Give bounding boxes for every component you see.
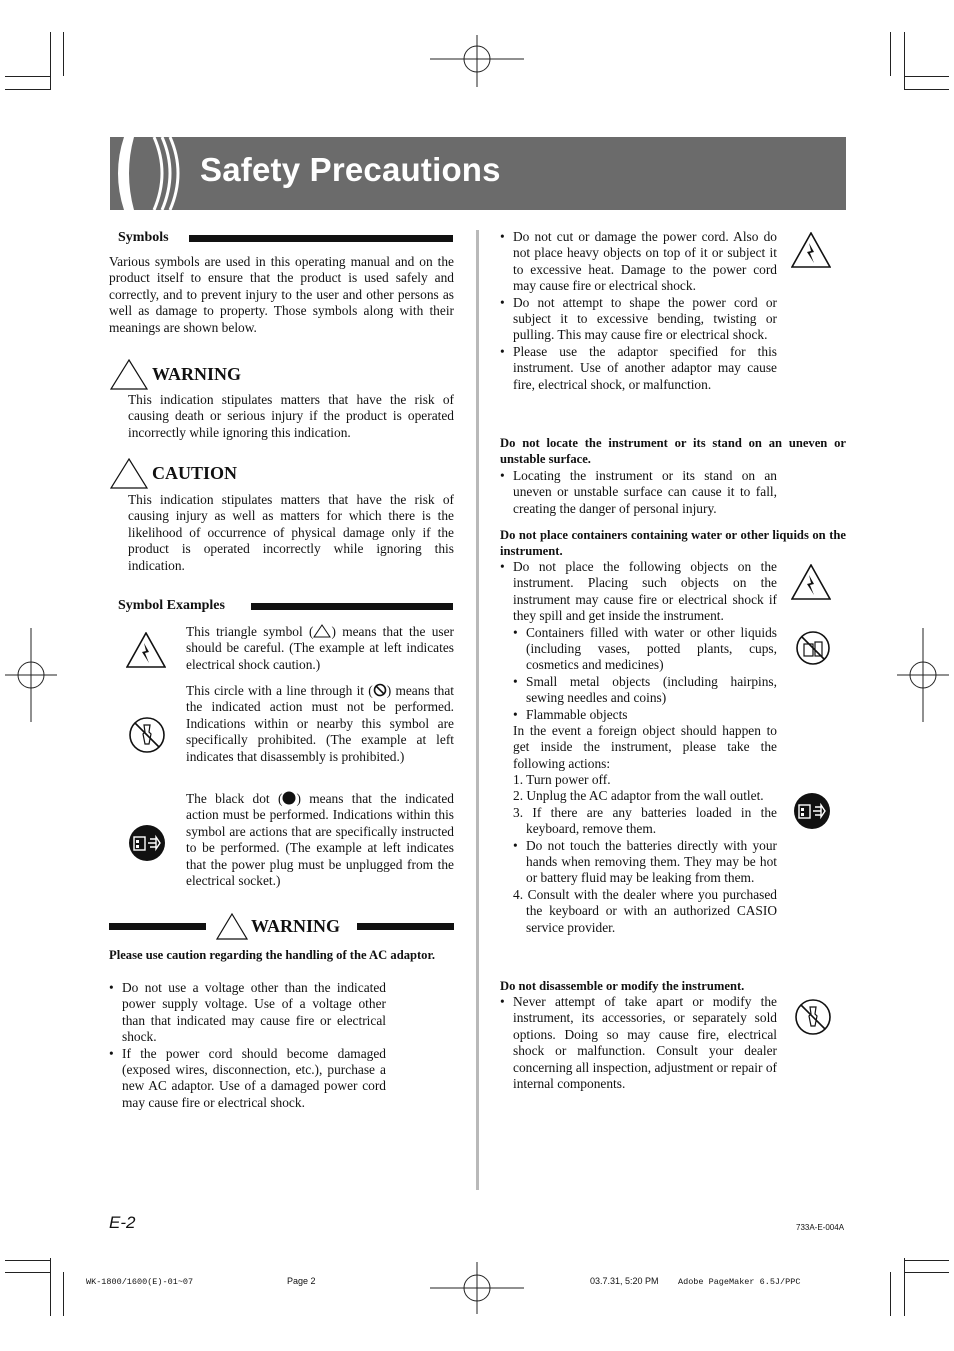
text-fragment: This circle with a line through it ( (186, 683, 373, 698)
title-banner (110, 137, 846, 210)
electric-shock-triangle-icon (791, 232, 831, 268)
symbol-examples-heading: Symbol Examples (118, 598, 225, 613)
caution-triangle-icon (110, 458, 148, 489)
prohibited-disassembly-icon (128, 716, 166, 754)
ac-adaptor-heading: Please use caution regarding the handling of the AC adaptor. (109, 948, 436, 962)
crop-mark (904, 32, 905, 90)
unplug-power-icon (128, 824, 166, 862)
disassemble-heading: Do not disassemble or modify the instrument. (500, 979, 745, 993)
crop-mark (904, 1260, 949, 1261)
action-steps (513, 772, 777, 936)
crop-mark (904, 1272, 949, 1273)
registration-mark-icon (430, 35, 524, 87)
electric-shock-triangle-icon (791, 564, 831, 600)
caution-definition: This indication stipulates matters that have the risk of causing injury as well as matters for which there is the likelihood of occurrence of physical damage only if the product is operated incorrectly while ignoring this indication. (128, 492, 454, 573)
uneven-surface-list (500, 468, 777, 517)
step-3: 3. If there are any batteries loaded in the keyboard, remove them. (513, 804, 777, 837)
warning-heading: WARNING (152, 364, 242, 384)
warning-triangle-icon (216, 913, 248, 940)
containers-heading: Do not place containers containing water or other liquids on the instrument. (500, 528, 846, 559)
crop-mark (63, 32, 64, 76)
electric-shock-triangle-icon (126, 632, 166, 668)
slug-application: Adobe PageMaker 6.5J/PPC (678, 1277, 801, 1287)
crop-mark (904, 89, 949, 90)
crop-mark (63, 1272, 64, 1316)
circle-example-text (186, 683, 454, 765)
crop-mark (50, 32, 51, 90)
crop-mark (5, 1260, 50, 1261)
list-item (500, 559, 777, 723)
document-code: 733A-E-004A (796, 1223, 845, 1232)
prohibited-disassembly-icon (794, 998, 832, 1036)
step-3-sublist (513, 838, 777, 887)
step-2: 2. Unplug the AC adaptor from the wall outlet. (513, 788, 764, 804)
symbols-text: Various symbols are used in this operating manual and on the product itself to ensure that the product is used safely and correctly, and to prevent injury to the user and other persons as well as damage to property. Those symbols along with their meanings are shown below. (109, 254, 454, 335)
containers-sublist (513, 625, 777, 723)
list-item: • Never attempt of take apart or modify the instrument, its accessories, or separately sold options. Doing so may cause fire, electrical shock or malfunction. Consult your dealer concerning all inspection, adjustment or repair of internal components. (500, 994, 777, 1092)
text-fragment: The black dot ( (186, 791, 283, 806)
heading-rule (251, 603, 453, 610)
heading-rule (109, 923, 206, 930)
list-item: • Containers filled with water or other liquids (including vases, potted plants, cups, cosmetics and medicines) (513, 625, 777, 674)
list-item: • Please use the adaptor specified for this instrument. Use of another adaptor may cause fire, electrical shock, or malfunction. (500, 344, 777, 393)
disassemble-list (500, 994, 777, 1092)
text-fragment: This triangle symbol ( (186, 624, 314, 639)
list-item: • Do not attempt to shape the power cord or subject it to excessive bending, twisting or pulling. This may cause fire or electrical shock. (500, 295, 777, 344)
crop-mark (5, 1272, 50, 1273)
column-divider (476, 230, 479, 1190)
caution-heading: CAUTION (152, 463, 238, 483)
crop-mark (890, 32, 891, 76)
list-item: • Flammable objects (513, 707, 777, 723)
step-4: 4. Consult with the dealer where you purchased the keyboard or with an authorized CASIO service provider. (513, 886, 777, 935)
crop-mark (890, 1272, 891, 1316)
registration-mark-icon (897, 628, 949, 722)
registration-mark-icon (430, 1262, 524, 1314)
list-item: • Locating the instrument or its stand on an uneven or unstable surface can cause it to fall, creating the danger of personal injury. (500, 468, 777, 517)
step-1: 1. Turn power off. (513, 772, 611, 787)
page-number: E-2 (109, 1213, 136, 1232)
text-fragment: ) means that the indicated action must not be performed. Indications within or nearby this symbol are specifically prohibited. (The example at left indicates that disassembly is prohibited.) (186, 683, 454, 764)
crop-mark (904, 76, 949, 77)
containers-list (500, 559, 777, 723)
warning-definition: This indication stipulates matters that have the risk of causing death or serious injury if the product is operated incorrectly while ignoring this indication. (128, 392, 454, 440)
crop-mark (5, 89, 50, 90)
bracket-decoration-icon (110, 137, 200, 210)
list-item: • Do not cut or damage the power cord. Also do not place heavy objects on top of it or subject it to excessive heat. Damage to the power cord may cause fire or electrical shock. (500, 229, 777, 295)
text-fragment: ) means that the user should be careful. (The example at left indicates electrical shock caution.) (186, 624, 455, 672)
list-item: • Small metal objects (including hairpins, sewing needles and coins) (513, 674, 777, 707)
unplug-power-icon (793, 792, 831, 830)
crop-mark (904, 1258, 905, 1316)
crop-mark (50, 1258, 51, 1316)
power-cord-list (500, 229, 777, 393)
page-title: Safety Precautions (200, 151, 501, 188)
containers-intro: Do not place the following objects on the instrument. Placing such objects on the instrument may cause fire or electrical shock if they spill and get inside the instrument. (513, 559, 777, 624)
slug-page: Page 2 (287, 1276, 316, 1286)
warning-section-heading: WARNING (251, 916, 341, 936)
heading-rule (357, 923, 454, 930)
uneven-surface-heading: Do not locate the instrument or its stand on an uneven or unstable surface. (500, 436, 846, 467)
foreign-object-text: In the event a foreign object should happen to get inside the instrument, please take the following actions: (513, 723, 777, 771)
warning-triangle-icon (110, 359, 148, 390)
slug-filename: WK-1800/1600(E)-01~07 (86, 1277, 194, 1287)
text-fragment: ) means that the indicated action must be performed. Indications within this symbol are actions that are specifically instructed to be performed. (The example at left indicates that the power plug must be unplugged from the electrical socket.) (186, 791, 455, 889)
slug-date: 03.7.31, 5:20 PM (590, 1276, 659, 1286)
list-item: • Do not touch the batteries directly with your hands when removing them. They may be hot or battery fluid may be leaking from them. (513, 838, 777, 887)
symbols-heading: Symbols (118, 230, 169, 245)
registration-mark-icon (5, 628, 57, 722)
list-item: • Do not use a voltage other than the indicated power supply voltage. Use of a voltage other than that indicated may cause fire or electrical shock. (109, 980, 386, 1046)
ac-adaptor-list (109, 980, 386, 1111)
triangle-example-text (186, 624, 454, 673)
crop-mark (5, 76, 50, 77)
prohibited-liquid-icon (795, 630, 831, 666)
dot-example-text (186, 791, 454, 889)
small-prohibition-icon (373, 683, 387, 697)
list-item: • If the power cord should become damaged (exposed wires, disconnection, etc.), purchase a new AC adaptor. Use of a damaged power cord may cause fire or electrical shock. (109, 1046, 386, 1112)
heading-rule (189, 235, 453, 242)
black-dot-icon (282, 791, 296, 805)
small-triangle-icon (313, 624, 331, 638)
